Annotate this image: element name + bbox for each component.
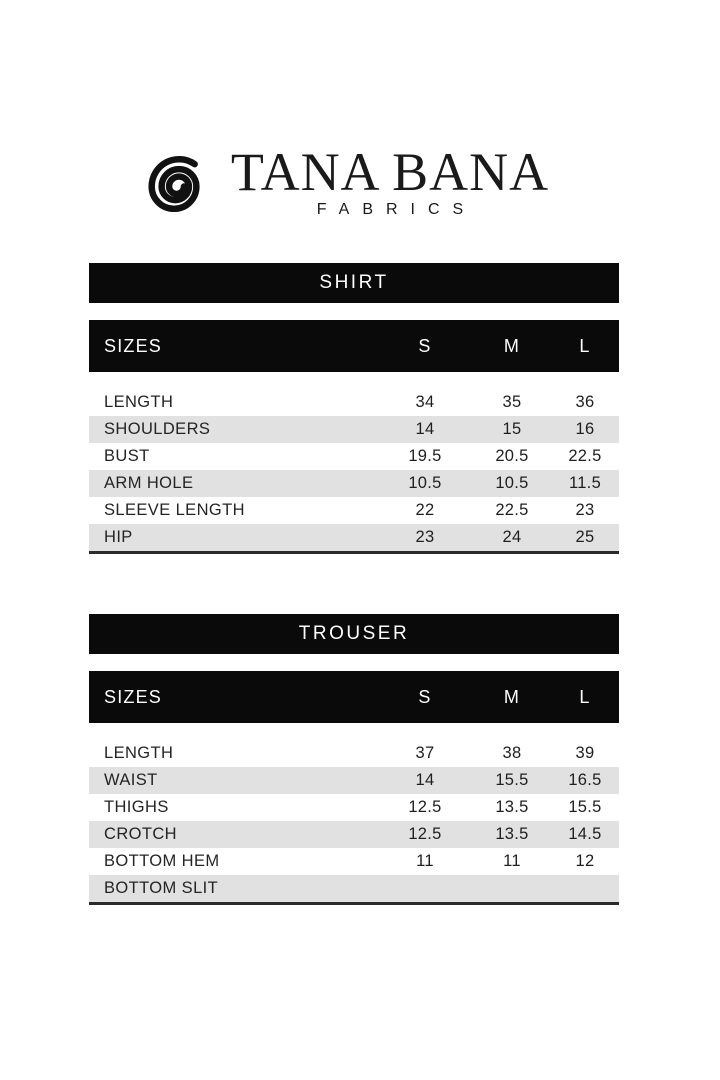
row-value-m: 20.5 <box>495 447 529 465</box>
table-row <box>89 794 619 821</box>
trouser-title: TROUSER <box>298 623 410 644</box>
row-value-s: 22 <box>415 501 435 519</box>
column-header-s: S <box>418 335 432 356</box>
row-value-l: 22.5 <box>568 447 602 465</box>
table-row <box>89 524 619 551</box>
row-value-l: 16 <box>575 420 595 438</box>
row-value-m: 35 <box>502 393 522 411</box>
table-row <box>89 497 619 524</box>
row-value-s: 14 <box>415 420 435 438</box>
row-label: BUST <box>104 447 150 465</box>
brand-tagline: FABRICS <box>316 201 477 218</box>
row-value-s: 11 <box>416 852 434 870</box>
row-value-m: 10.5 <box>495 474 529 492</box>
row-value-l: 39 <box>575 744 595 762</box>
column-header-l: L <box>579 335 591 356</box>
row-label: BOTTOM SLIT <box>104 879 219 897</box>
row-label: WAIST <box>104 771 158 789</box>
row-value-m: 11 <box>503 852 521 870</box>
column-header-m: M <box>503 335 521 356</box>
row-value-m: 13.5 <box>495 798 529 816</box>
trouser-rows <box>89 740 619 905</box>
trouser-sizes-header <box>89 671 619 723</box>
row-value-l: 16.5 <box>568 771 602 789</box>
row-value-l: 12 <box>575 852 595 870</box>
table-row <box>89 443 619 470</box>
brand-name: TANA BANA <box>230 142 550 202</box>
shirt-sizes-header <box>89 320 619 372</box>
row-value-m: 15 <box>502 420 522 438</box>
trouser-size-table <box>89 614 619 905</box>
row-label: LENGTH <box>104 744 174 762</box>
column-header-m: M <box>503 686 521 707</box>
row-label: ARM HOLE <box>104 474 194 492</box>
row-label: SHOULDERS <box>104 420 211 438</box>
column-header-s: S <box>418 686 432 707</box>
row-label: BOTTOM HEM <box>104 852 220 870</box>
table-row <box>89 821 619 848</box>
row-value-s: 37 <box>415 744 435 762</box>
row-value-m: 22.5 <box>495 501 529 519</box>
row-value-l: 15.5 <box>568 798 602 816</box>
sizes-header-label: SIZES <box>104 335 163 356</box>
table-row <box>89 875 619 902</box>
row-value-s: 12.5 <box>408 825 442 843</box>
row-value-l: 14.5 <box>568 825 602 843</box>
shirt-title-bar <box>89 263 619 303</box>
row-value-s: 19.5 <box>408 447 442 465</box>
table-row <box>89 767 619 794</box>
spiral-icon <box>143 150 215 218</box>
brand-text <box>230 142 550 220</box>
row-label: SLEEVE LENGTH <box>104 501 245 519</box>
row-value-l: 23 <box>575 501 595 519</box>
row-value-m: 38 <box>502 744 522 762</box>
shirt-size-table <box>89 263 619 554</box>
row-label: CROTCH <box>104 825 177 843</box>
row-value-l: 36 <box>575 393 595 411</box>
shirt-rows <box>89 389 619 554</box>
row-value-s: 10.5 <box>408 474 442 492</box>
row-value-m: 13.5 <box>495 825 529 843</box>
row-value-m: 15.5 <box>495 771 529 789</box>
table-row <box>89 470 619 497</box>
sizes-header-label: SIZES <box>104 686 163 707</box>
column-header-l: L <box>579 686 591 707</box>
row-value-s: 34 <box>415 393 435 411</box>
row-value-s: 14 <box>415 771 435 789</box>
shirt-title: SHIRT <box>319 272 389 293</box>
table-row <box>89 848 619 875</box>
brand-logo <box>0 142 706 220</box>
row-value-m: 24 <box>502 528 522 546</box>
row-label: HIP <box>104 528 133 546</box>
row-label: LENGTH <box>104 393 174 411</box>
table-row <box>89 416 619 443</box>
table-row <box>89 389 619 416</box>
row-value-s: 23 <box>415 528 435 546</box>
row-label: THIGHS <box>104 798 169 816</box>
row-value-l: 11.5 <box>568 474 602 492</box>
row-value-l: 25 <box>575 528 595 546</box>
row-value-s: 12.5 <box>408 798 442 816</box>
table-row <box>89 740 619 767</box>
trouser-title-bar <box>89 614 619 654</box>
